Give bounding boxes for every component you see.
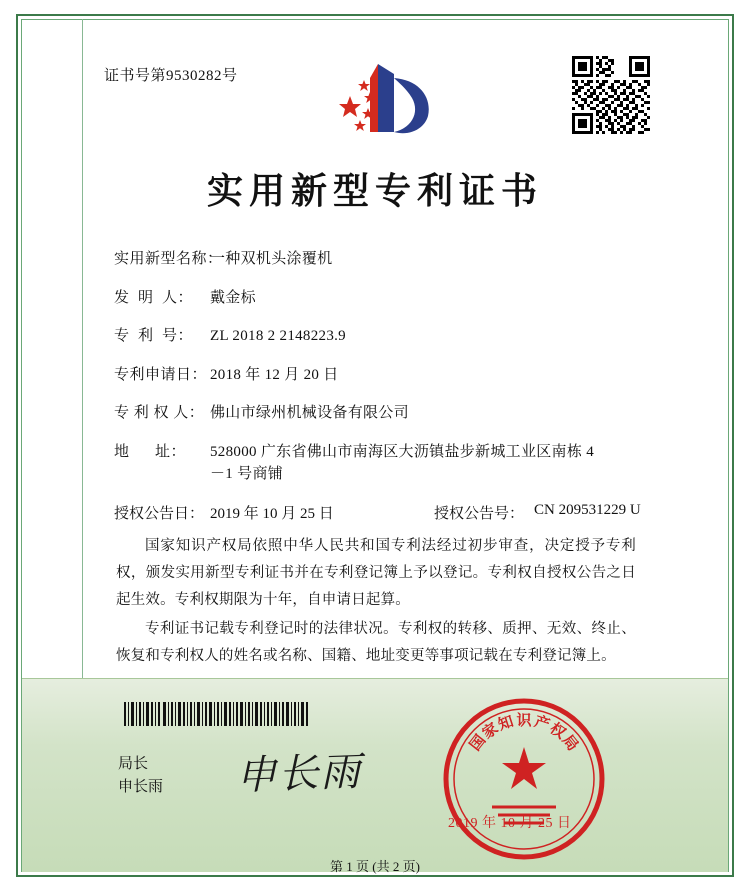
field-label: 实用新型名称： — [114, 251, 223, 267]
official-seal-icon — [440, 695, 608, 863]
field-value: ZL 2018 2 2148223.9 — [210, 328, 346, 344]
svg-text:知: 知 — [496, 713, 516, 734]
legal-text — [116, 533, 636, 672]
page-title: 实用新型专利证书 — [206, 171, 543, 211]
seal-date: 2019 年 10 月 25 日 — [448, 816, 572, 831]
cnipa-logo-icon — [320, 58, 438, 138]
announcement-number-group — [434, 502, 674, 523]
certificate-number: 证书号第9530282号 — [104, 68, 238, 84]
svg-text:国: 国 — [467, 732, 490, 755]
director-title: 局长 — [118, 756, 149, 772]
announcement-date-label: 授权公告日： — [114, 505, 205, 522]
director-name: 申长雨 — [118, 779, 164, 795]
paragraph-2: 专利证书记载专利登记时的法律状况。专利权的转移、质押、无效、终止、恢复和专利权人的姓名或名称、国籍、地址变更等事项记载在专利登记簿上。 — [116, 621, 636, 664]
field-value: 佛山市绿州机械设备有限公司 — [210, 405, 409, 421]
announcement-date-value: 2019 年 10 月 25 日 — [210, 505, 334, 522]
barcode-icon — [124, 702, 310, 726]
field-label: 专 利 号： — [114, 328, 194, 344]
patent-fields — [114, 248, 674, 537]
field-value: 2018 年 12 月 20 日 — [210, 366, 339, 383]
field-label: 发 明 人： — [114, 289, 194, 306]
field-value-address — [210, 441, 674, 486]
field-row-application-date — [114, 364, 674, 387]
svg-text:局: 局 — [558, 732, 581, 755]
qr-code-icon — [572, 56, 650, 134]
announcement-date-group — [114, 502, 434, 523]
svg-text:识: 识 — [516, 713, 532, 729]
field-value: 一种双机头涂覆机 — [210, 251, 333, 267]
field-label: 专 利 权 人： — [114, 405, 205, 421]
field-label: 专利申请日： — [114, 366, 208, 383]
field-row-address — [114, 441, 674, 486]
field-row-patentee — [114, 402, 674, 425]
field-row-inventor — [114, 287, 674, 310]
address-line-2: －1 号商铺 — [210, 466, 284, 482]
svg-text:权: 权 — [546, 720, 569, 743]
svg-text:家: 家 — [479, 720, 502, 743]
field-row-announcement — [114, 502, 674, 523]
field-label: 地 址： — [114, 443, 187, 460]
field-row-utility-model-name — [114, 248, 674, 271]
field-row-patent-number — [114, 325, 674, 348]
handwritten-signature: 申长雨 — [235, 748, 363, 799]
page-footer: 第 1 页 (共 2 页) — [330, 859, 420, 874]
band-divider — [22, 678, 728, 679]
announcement-number-value: CN 209531229 U — [534, 501, 641, 518]
announcement-number-label: 授权公告号： — [434, 505, 525, 522]
svg-text:产: 产 — [532, 713, 552, 734]
field-value: 戴金标 — [210, 289, 256, 306]
address-line-1: 528000 广东省佛山市南海区大沥镇盐步新城工业区南栋 4 — [210, 443, 595, 460]
director-block — [118, 753, 163, 799]
paragraph-1: 国家知识产权局依照中华人民共和国专利法经过初步审查，决定授予专利权，颁发实用新型专利证书并在专利登记簿上予以登记。专利权自授权公告之日起生效。专利权期限为十年，自申请日起算。 — [116, 538, 636, 608]
